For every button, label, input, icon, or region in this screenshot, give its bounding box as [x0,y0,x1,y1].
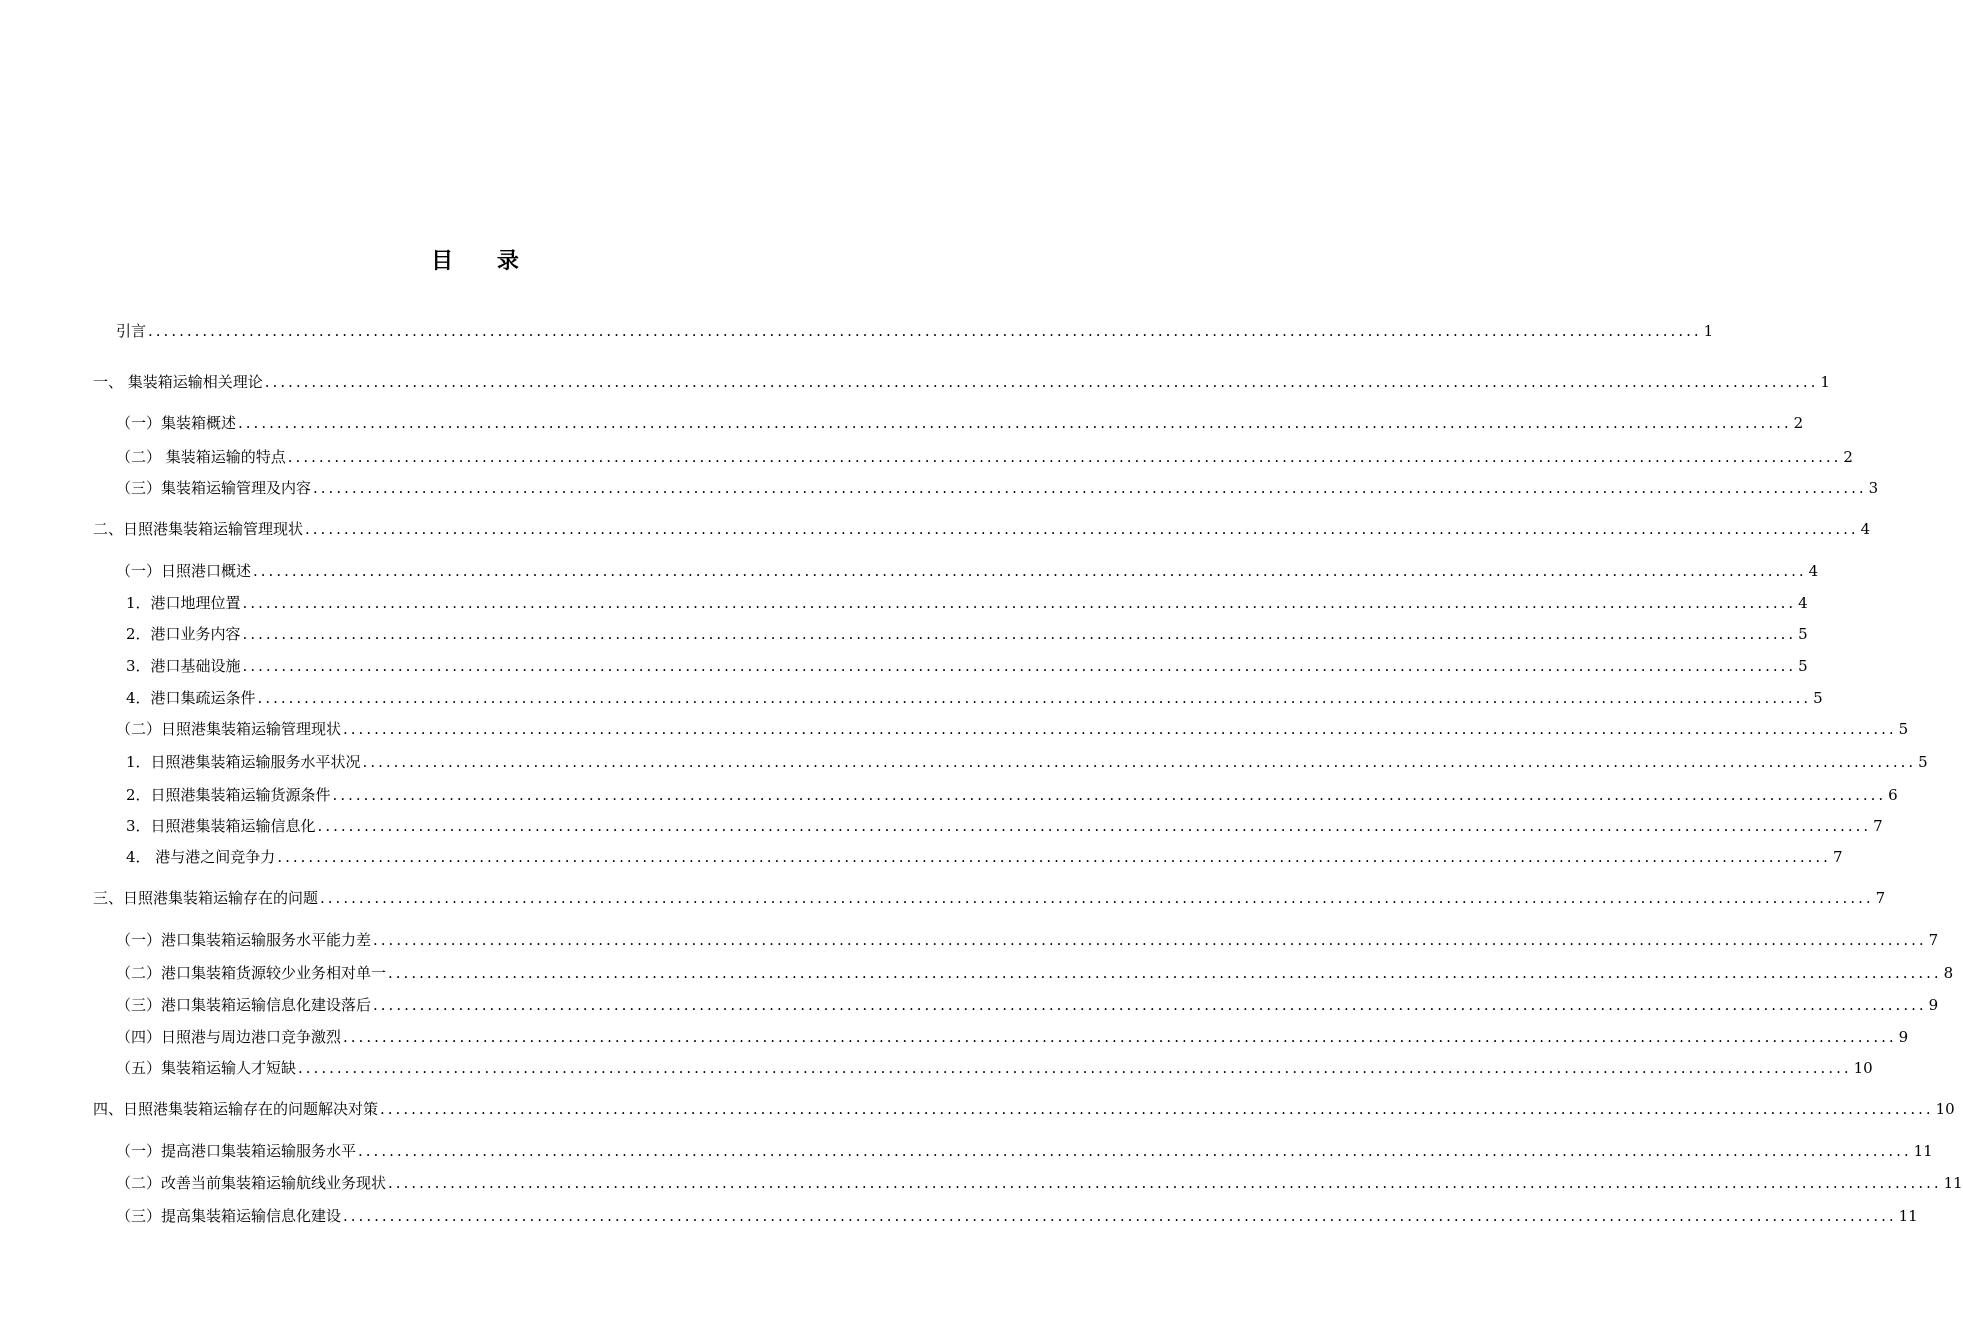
dot-leader: ........................................................................................................................................................................................................ [362,753,1917,771]
toc-entry-page: 9 [1898,1028,1909,1046]
toc-entry-page: 5 [1798,625,1808,643]
toc-entry[interactable] [126,655,1808,677]
dot-leader: ........................................................................................................................................................................................................ [317,817,1872,835]
toc-entry-page: 11 [1913,1142,1933,1160]
toc-entry-label: 3．日照港集装箱运输信息化 [126,817,316,835]
dot-leader: ........................................................................................................................................................................................................ [320,889,1874,907]
toc-entry-label: （一）港口集装箱运输服务水平能力差 [116,931,372,949]
toc-entry[interactable] [116,1205,1918,1227]
toc-entry-label: 四、日照港集装箱运输存在的问题解决对策 [93,1100,379,1118]
dot-leader: ........................................................................................................................................................................................................ [343,720,1897,738]
toc-entry-label: 三、日照港集装箱运输存在的问题 [93,889,319,907]
dot-leader: ........................................................................................................................................................................................................ [242,625,1797,643]
toc-entry-label: 4． 港与港之间竞争力 [126,848,276,866]
dot-leader: ........................................................................................................................................................................................................ [264,373,1819,391]
dot-leader: ........................................................................................................................................................................................................ [358,1142,1912,1160]
dot-leader: ........................................................................................................................................................................................................ [343,1028,1897,1046]
toc-title: 目 录 [431,249,537,274]
toc-entry[interactable] [116,446,1853,468]
toc-entry-label: （三）港口集装箱运输信息化建设落后 [116,996,372,1014]
toc-entry-label: （二）港口集装箱货源较少业务相对单一 [116,964,387,982]
toc-entry[interactable] [116,1057,1873,1079]
toc-entry[interactable] [126,751,1928,773]
toc-entry-label: （二） 集装箱运输的特点 [116,448,286,466]
toc-entry[interactable] [116,1172,1963,1194]
toc-entry[interactable] [126,846,1843,868]
dot-leader: ........................................................................................................................................................................................................ [373,996,1927,1014]
toc-entry-label: 3．港口基础设施 [126,657,241,675]
dot-leader: ........................................................................................................................................................................................................ [257,689,1812,707]
dot-leader: ........................................................................................................................................................................................................ [388,964,1942,982]
toc-entry-page: 4 [1860,520,1871,538]
toc-entry-label: （五）集装箱运输人才短缺 [116,1059,297,1077]
dot-leader: ........................................................................................................................................................................................................ [287,448,1842,466]
toc-entry[interactable] [93,518,1871,540]
dot-leader: ........................................................................................................................................................................................................ [388,1174,1942,1192]
toc-entry-label: （四）日照港与周边港口竞争激烈 [116,1028,342,1046]
toc-entry[interactable] [93,887,1886,909]
dot-leader: ........................................................................................................................................................................................................ [380,1100,1934,1118]
toc-entry-page: 7 [1832,848,1843,866]
toc-entry[interactable] [116,412,1804,434]
dot-leader: ........................................................................................................................................................................................................ [148,322,1702,340]
toc-entry-page: 10 [1853,1059,1873,1077]
toc-entry[interactable] [93,1098,1955,1120]
toc-entry-page: 9 [1928,996,1939,1014]
dot-leader: ........................................................................................................................................................................................................ [343,1207,1897,1225]
toc-entry[interactable] [116,320,1714,342]
toc-entry[interactable] [126,815,1883,837]
toc-entry-page: 7 [1928,931,1939,949]
toc-entry[interactable] [126,687,1823,709]
toc-entry-page: 5 [1918,753,1928,771]
toc-entry-page: 3 [1868,479,1879,497]
toc-entry[interactable] [126,592,1808,614]
toc-entry-page: 11 [1898,1207,1918,1225]
toc-entry-label: （一）提高港口集装箱运输服务水平 [116,1142,357,1160]
toc-entry-label: 一、 集装箱运输相关理论 [93,373,263,391]
toc-entry-label: 4．港口集疏运条件 [126,689,256,707]
toc-entry-label: 2．港口业务内容 [126,625,241,643]
toc-entry[interactable] [116,477,1879,499]
toc-entry-page: 8 [1943,964,1954,982]
dot-leader: ........................................................................................................................................................................................................ [313,479,1867,497]
toc-entry-page: 10 [1935,1100,1955,1118]
dot-leader: ........................................................................................................................................................................................................ [298,1059,1852,1077]
dot-leader: ........................................................................................................................................................................................................ [373,931,1927,949]
toc-entry[interactable] [116,1140,1933,1162]
toc-entry[interactable] [93,371,1830,393]
toc-entry-page: 11 [1943,1174,1963,1192]
toc-entry[interactable] [116,994,1939,1016]
toc-entry[interactable] [116,929,1939,951]
toc-entry-label: 2．日照港集装箱运输货源条件 [126,786,331,804]
toc-entry-page: 5 [1898,720,1909,738]
toc-entry-label: 引言 [116,322,147,340]
toc-entry-page: 2 [1793,414,1804,432]
toc-entry-page: 6 [1888,786,1898,804]
toc-entry-label: （三）提高集装箱运输信息化建设 [116,1207,342,1225]
dot-leader: ........................................................................................................................................................................................................ [277,848,1831,866]
dot-leader: ........................................................................................................................................................................................................ [253,562,1807,580]
toc-entry[interactable] [126,784,1898,806]
toc-entry-page: 5 [1813,689,1823,707]
toc-entry-page: 1 [1703,322,1714,340]
toc-entry-page: 5 [1798,657,1808,675]
toc-entry-label: 1．日照港集装箱运输服务水平状况 [126,753,361,771]
toc-entry[interactable] [126,623,1808,645]
toc-entry-page: 4 [1808,562,1819,580]
toc-entry[interactable] [116,718,1909,740]
toc-entry-label: （一）集装箱概述 [116,414,237,432]
toc-entry-page: 1 [1820,373,1830,391]
toc-entry-label: （三）集装箱运输管理及内容 [116,479,312,497]
dot-leader: ........................................................................................................................................................................................................ [305,520,1859,538]
dot-leader: ........................................................................................................................................................................................................ [242,657,1797,675]
toc-entry[interactable] [116,1026,1909,1048]
toc-entry[interactable] [116,560,1819,582]
toc-entry-page: 2 [1843,448,1853,466]
toc-entry-page: 7 [1875,889,1886,907]
dot-leader: ........................................................................................................................................................................................................ [242,594,1797,612]
dot-leader: ........................................................................................................................................................................................................ [332,786,1887,804]
toc-entry[interactable] [116,962,1954,984]
toc-entry-label: 1．港口地理位置 [126,594,241,612]
toc-entry-label: （二）日照港集装箱运输管理现状 [116,720,342,738]
toc-entry-label: 二、日照港集装箱运输管理现状 [93,520,304,538]
toc-entry-label: （二）改善当前集装箱运输航线业务现状 [116,1174,387,1192]
toc-entry-label: （一）日照港口概述 [116,562,252,580]
toc-entry-page: 4 [1798,594,1808,612]
dot-leader: ........................................................................................................................................................................................................ [238,414,1792,432]
toc-entry-page: 7 [1873,817,1883,835]
